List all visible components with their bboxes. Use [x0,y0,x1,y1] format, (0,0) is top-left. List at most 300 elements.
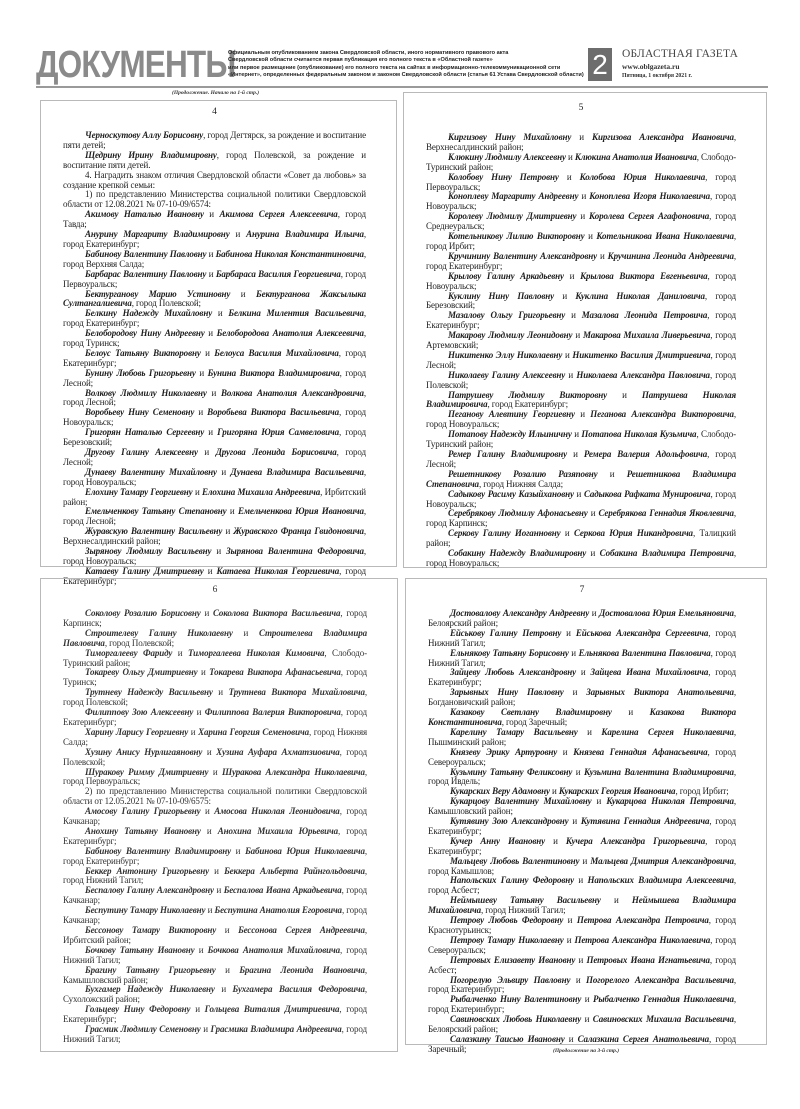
paragraph-text: , город Полевской; [104,637,174,648]
paragraph-text: и [586,548,600,559]
paragraph-text: , город Первоуральск; [426,171,736,192]
recipient-name: Петрову Тамару Николаевну [450,934,564,945]
recipient-name: Достовалова Юрия Емельяновича [599,608,734,618]
paragraph-text: , город Туринск; [63,328,366,349]
paragraph-text: , Верхнесалдинский район; [426,132,736,152]
paragraph-text: и [194,944,208,955]
award-paragraph [428,995,736,1015]
award-paragraph [63,807,367,827]
recipient-name: Коноплева Игоря Николаевича [589,191,711,202]
paragraph-text: , город Верхняя Салда; [63,248,366,269]
recipient-name: Волкову Людмилу Николаевну [85,387,207,398]
paragraph-text: , город Полевской; [63,687,367,708]
recipient-name: Другова Леонида Борисовича [215,447,337,457]
recipient-name: Собакину Надежду Владимировну [448,548,587,559]
award-paragraph [428,916,736,936]
paragraph-text: и [572,330,583,341]
recipient-name: Погорелую Эльвиру Павловну [450,974,571,985]
recipient-name: Пеганова Александра Викторовича [590,409,734,420]
award-paragraph [428,1015,736,1035]
recipient-name: Королева Сергея Агафоновича [589,211,710,222]
award-paragraph [426,529,736,549]
award-paragraph [63,629,367,649]
paragraph-text: и [557,746,574,757]
recipient-name: Мазалова Леонида Петровича [581,310,708,321]
paragraph-text: , город Новоуральск; [426,191,736,212]
paragraph-text: и [565,310,582,321]
recipient-name: Григорян Наталью Сергеевну [85,427,205,438]
award-paragraph [63,507,366,527]
recipient-name: Гольцеву Нину Федоровну [85,1004,191,1015]
paragraph-text: и [200,1024,211,1035]
recipient-name: Бунина Виктора Владимировича [207,367,340,378]
recipient-name: Макарова Михаила Ливерьевича [582,330,711,341]
recipient-name: Амосову Галину Григорьевну [85,806,201,817]
paragraph-text: 1) по представлению Министерства социальной политики Свердловской области от 12.08.2021 № 07-10-09/6574: [63,189,366,210]
recipient-name: Кукарцова Николая Петровича [606,796,734,807]
recipient-name: Анохину Татьяну Ивановну [85,825,201,836]
recipient-name: Рыбалченко Геннадия Николаевича [592,994,734,1005]
paragraph-text: и [230,288,256,299]
paragraph-text: и [193,707,205,718]
recipient-name: Катаеву Галину Дмитриевну [85,565,204,576]
award-paragraph [63,867,367,887]
recipient-name: Кукарцову Валентину Михайловну [450,796,592,807]
paragraph-text: , Ирбитский район; [63,486,367,507]
recipient-name: Елохину Тамару Георгиевну [85,486,193,497]
paragraph-text: , город Лесной; [426,449,736,469]
recipient-name: Неймышева Владимира Михайловича [428,895,736,916]
paragraph-text: , город Екатеринбург; [428,816,736,836]
recipient-name: Токарева Виктора Афанасьевича [209,667,341,678]
recipient-name: Бухгамер Надежду Николаевну [85,984,215,995]
paragraph-text: и [206,268,216,279]
document-page-scan [40,578,398,1052]
recipient-name: Шуракова Александра Николаевича [221,766,365,777]
award-paragraph [63,1025,367,1045]
recipient-name: Решетникову Розалию Разяповну [448,468,598,479]
recipient-name: Савиновских Любовь Николаевну [450,1014,582,1025]
award-paragraph [63,270,366,290]
paragraph-text: , город Нижний Тагил; [63,944,367,965]
award-paragraph [426,212,736,232]
recipient-name: Коноплеву Маргариту Андреевну [448,191,579,202]
paragraph-text: , город Карпинск; [63,608,368,628]
paragraph-text: и [572,766,584,777]
recipient-name: Казакову Светлану Владимировну [450,707,612,718]
award-paragraph [428,936,736,956]
award-paragraph [63,906,367,926]
recipient-name: Брагину Татьяну Григорьевну [85,964,216,975]
paragraph-text: и [581,994,593,1005]
recipient-name: Савиновских Михаила Васильевича [592,1014,734,1025]
recipient-name: Строителева Владимира Павловича [63,627,367,648]
award-paragraph [63,428,366,448]
recipient-name: Куклину Нину Павловну [448,290,555,301]
recipient-name: Бабинову Валентину Владимировну [85,845,231,856]
recipient-name: Садыкову Расиму Казыйхановну [448,488,574,499]
recipient-name: Серебрякову Людмилу Афонасьевну [448,508,588,519]
recipient-name: Крылова Виктора Евгеньевича [580,270,708,281]
award-paragraph [63,547,366,567]
recipient-name: Шуракову Римму Дмитриевну [85,766,209,777]
paragraph-text: и [545,835,566,846]
paragraph-text: , Камышловский район; [428,796,736,817]
paragraph-text: и [172,647,188,658]
award-paragraph [63,649,367,669]
award-paragraph [63,230,366,250]
recipient-name: Кручинина Леонида Андреевича [607,250,734,261]
paragraph-text: , город Екатеринбург; [428,835,736,856]
paragraph-text: , город Екатеринбург; [63,565,366,586]
paragraph-text: и [567,449,584,459]
publication-notice [228,50,588,80]
recipient-name: Николаева Александра Павловича [576,369,710,380]
recipient-name: Мальцева Дмитрия Александровича [590,855,734,866]
award-paragraph [426,391,736,411]
recipient-name: Петрова Александра Николаевича [574,934,711,945]
paragraph-text: , город Лесной; [63,387,366,408]
paragraph-text: и [203,209,220,220]
recipient-name: Хузину Анису Нурлигаяновну [85,746,203,757]
recipient-name: Никитенко Эллу Николаевну [448,349,563,360]
recipient-name: Кузьмину Татьяну Феликсовну [450,766,573,777]
paragraph-text: , город Туринск; [63,667,367,688]
award-paragraph [63,468,366,488]
paragraph-text: , город Первоуральск; [63,766,367,787]
recipient-name: Григоряна Юрия Самвеловича [217,427,340,438]
paragraph-text: , город Североуральск; [428,746,736,767]
paragraph-text: и [574,409,591,420]
award-paragraph [428,976,736,996]
recipient-name: Петрова Александра Петровича [576,915,709,926]
recipient-name: Собакина Владимира Петровича [599,548,734,559]
recipient-name: Николаеву Галину Алексеевну [448,369,566,380]
paragraph-text: и [188,726,199,737]
recipient-name: Воробьева Виктора Васильевича [207,407,340,418]
paragraph-text: и [587,508,599,519]
recipient-name: Напольских Галину Федоровну [450,875,575,886]
award-paragraph [63,131,366,151]
recipient-name: Дунаеву Валентину Михайловну [85,466,217,477]
paragraph-text: , город Артемовский; [426,330,736,351]
recipient-name: Напольских Владимира Алексеевича [587,875,734,886]
award-paragraph [428,629,736,649]
paragraph-text: и [597,250,608,261]
award-paragraph [428,649,736,669]
paragraph-text: , город Новоуральск; [426,548,736,568]
recipient-name: Серкова Юрия Никандровича [573,528,693,539]
newspaper-site-link[interactable]: www.oblgazeta.ru [622,62,680,71]
award-paragraph [426,133,736,153]
award-paragraph [63,527,366,547]
scan-page-number: 4 [212,107,217,117]
recipient-name: Крылову Галину Аркадьевну [448,270,564,281]
award-paragraph [426,311,736,331]
award-paragraph [428,768,736,788]
paragraph-text: , Белоярский район; [428,1014,736,1035]
section-title: ДОКУМЕНТЫ [36,44,236,86]
paragraph-text: и [571,132,593,142]
award-paragraph [63,688,367,708]
recipient-name: Макарову Людмилу Леонидовну [448,330,573,341]
award-paragraph [63,609,367,629]
recipient-name: Журавского Франца Гвидоновича [233,526,364,537]
paragraph-text: , Камышловский район; [63,964,367,985]
paragraph-text: , город Березовский; [426,290,737,311]
paragraph-text: и [232,627,259,638]
award-paragraph [428,708,736,728]
paragraph-text: , город Лесной; [63,506,366,527]
recipient-name: Петровых Ивана Игнатьевича [586,954,710,965]
recipient-name: Пеганову Алевтину Георгиевну [448,409,575,420]
paragraph-text: и [576,211,590,222]
paragraph-text: и [200,825,218,836]
award-paragraph [63,151,366,171]
paragraph-text: и [208,865,225,876]
paragraph-text: , Богдановичский район; [428,687,736,708]
award-paragraph [426,292,736,312]
award-paragraph [63,448,366,468]
recipient-name: Харина Георгия Семеновича [198,726,309,737]
recipient-name: Казакова Виктора Константиновича [428,707,736,727]
recipient-name: Котельникову Лилию Викторовну [448,231,585,242]
award-paragraph [63,748,367,768]
recipient-name: Зайцева Ивана Михайловича [590,667,709,678]
paragraph-text: и [216,925,239,935]
award-paragraph [426,549,736,569]
recipient-name: Кукарских Георгия Ивановича [558,786,676,797]
paragraph-text: , Пышминский район; [428,726,736,747]
paragraph-text: , Ирбитский район; [63,925,367,945]
notice-line: Свердловской области считается первая публикация его полного текста в «Областной газете» [228,57,493,64]
newspaper-name: ОБЛАСТНАЯ ГАЗЕТА [622,48,739,60]
recipient-name: Зарывных Нину Павловну [450,687,564,698]
award-paragraph [426,153,736,173]
paragraph-text: и [562,349,573,360]
recipient-name: Кутявину Зою Александровну [450,816,569,827]
paragraph-text: , город Екатеринбург; [63,347,366,368]
recipient-name: Петрову Любовь Федоровну [450,915,564,926]
award-paragraph [428,797,736,817]
paragraph-text: и [226,506,238,517]
paragraph-text: и [213,885,224,896]
paragraph-text: , Талицкий район; [426,528,736,549]
paragraph-text: , город Новоуральск; [426,488,736,509]
newspaper-info [622,48,772,81]
paragraph-text: , город Дегтярск, за рождение и воспитание пяти детей; [63,130,366,150]
award-paragraph [63,1005,367,1025]
paragraph-text: и [195,367,208,378]
scan-page-number: 7 [579,585,585,595]
award-paragraph [63,886,367,906]
award-paragraph [63,926,367,946]
paragraph-text: и [581,1014,593,1025]
award-paragraph [63,309,366,329]
recipient-name: Бабинова Николая Константиновича [215,248,364,259]
paragraph-text: и [589,608,600,618]
paragraph-text: , город Екатеринбург; [487,399,568,410]
recipient-name: Королеву Людмилу Дмитриевну [448,211,577,222]
award-paragraph [63,171,366,191]
paragraph-text: , город Новоуральск; [426,270,736,291]
recipient-name: Белоус Татьяну Викторовну [85,347,201,358]
paragraph-text: и [192,486,203,497]
paragraph-text: и [574,875,588,886]
paragraph-text: и [611,707,650,718]
paragraph-text: и [564,1033,578,1044]
award-paragraph [63,369,366,389]
award-paragraph [426,470,736,490]
recipient-name: Клюкину Людмилу Алексеевну [448,151,566,162]
recipient-name: Барбарас Валентину Павловну [85,268,207,279]
recipient-name: Барбараса Василия Георгиевича [215,268,341,279]
issue-date: Пятница, 1 октября 2021 г. [622,73,692,79]
paragraph-text: и [554,290,576,301]
paragraph-text: и [197,447,216,457]
recipient-name: Катаева Николая Георгиевича [216,565,340,576]
paragraph-text: и [214,984,233,995]
masthead [36,46,768,84]
paragraph-text: 4. Наградить знаком отличия Свердловской области «Совет да любовь» за создание крепкой семьи: [63,169,366,190]
recipient-name: Карелина Сергея Николаевича [601,726,734,737]
award-paragraph [428,956,736,976]
recipient-name: Строителеву Галину Николаевну [85,627,233,638]
recipient-name: Кутявина Геннадия Андреевича [580,816,710,827]
paragraph-text: , город Новоуральск; [63,466,366,487]
paragraph-text: и [194,407,208,418]
recipient-name: Никитенко Василия Дмитриевича [572,349,711,360]
paragraph-text: , город Ивдель; [428,766,736,787]
paragraph-text: и [549,786,559,797]
recipient-name: Кучер Анну Ивановну [450,835,546,846]
recipient-name: Тиморгалееву Фариду [85,647,173,658]
recipient-name: Белобородову Нину Андреевну [85,328,205,339]
recipient-name: Садыкова Рафката Мунировича [583,488,711,499]
paragraph-text: и [558,171,580,182]
recipient-name: Беспутину Тамару Николаевну [85,905,206,916]
recipient-name: Кручинину Валентину Александровну [448,250,598,261]
recipient-name: Патрушеву Людмилу Викторовну [448,389,608,400]
paragraph-text: , город Нижний Тагил; [428,647,737,668]
recipient-name: Харину Ларису Георгиевну [85,726,189,737]
paragraph-text: и [204,427,218,438]
recipient-name: Потапова Николая Кузьмича [581,429,697,440]
paragraph-text: и [591,796,607,807]
paragraph-text: и [579,855,591,866]
recipient-name: Зырянову Людмилу Васильевну [85,546,212,557]
award-paragraph [63,210,366,230]
recipient-name: Колобову Нину Петровну [448,171,559,182]
recipient-name: Мальцеву Любовь Валентиновну [450,855,580,866]
paragraph-text: и [561,627,576,638]
paragraph-text: и [597,468,627,479]
award-paragraph [428,837,736,857]
paragraph-text: и [200,347,215,358]
recipient-name: Бектурганову Марию Устиновну [85,288,231,299]
paragraph-text: , город Качканар; [63,806,368,827]
recipient-name: Волкова Анатолия Александровича [221,387,364,398]
award-paragraph [63,847,367,867]
paragraph-text: , город Нижний Тагил; [63,865,367,886]
paragraph-text: и [568,816,581,827]
paragraph-text: и [563,687,587,698]
recipient-name: Ремера Валерия Адольфовича [583,449,708,459]
recipient-name: Белкина Милентия Васильевича [228,308,364,319]
award-paragraph [426,450,736,470]
recipient-name: Петровых Елизавету Ивановну [450,954,576,965]
paragraph-text: , Слободо-Туринский район; [426,151,736,172]
award-paragraph [63,190,366,210]
award-paragraph [63,668,367,688]
recipient-name: Тиморгалеева Николая Кимовича [187,647,325,658]
paragraph-text: , город Нижняя Салда; [478,478,563,489]
award-paragraph [428,857,736,877]
recipient-name: Котельникова Ивана Николаевича [596,231,734,242]
recipient-name: Беспалову Галину Александровну [85,885,214,896]
recipient-name: Рыбалченко Нину Валентиновну [450,994,582,1005]
recipient-name: Трутневу Надежду Васильевну [85,687,213,698]
award-paragraph [428,688,736,708]
award-paragraph [63,349,366,369]
recipient-name: Ремер Галину Владимировну [448,449,568,459]
recipient-name: Неймышеву Татьяну Васильевну [450,895,601,906]
award-paragraph [426,351,736,371]
recipient-name: Хузина Ауфара Ахматзиовича [216,746,340,757]
recipient-name: Брагина Леонида Ивановича [239,964,365,975]
paragraph-text: , город Полевской; [426,369,736,390]
paragraph-text: , город Екатеринбург; [428,974,736,995]
award-paragraph [63,768,367,788]
paragraph-text: , город Новоуральск; [63,546,366,566]
recipient-name: Анурину Маргариту Владимировну [85,229,230,240]
recipient-name: Беспутина Анатолия Егоровича [214,905,342,916]
paragraph-text: , Слободо-Туринский район; [426,429,736,450]
recipient-name: Зарывных Виктора Анатольевича [586,687,734,698]
recipient-name: Серкову Галину Иоганновну [448,528,561,539]
award-paragraph [63,827,367,847]
paragraph-text: , город Полевской; [131,298,201,309]
paragraph-text: , город Карпинск; [426,508,736,529]
paragraph-text: , город Нижний Тагил; [480,905,566,916]
paragraph-text: , город Екатеринбург; [426,310,736,331]
paragraph-text: и [216,466,231,477]
paragraph-text: , Верхнесалдинский район; [63,526,366,547]
paragraph-text: и [206,387,221,398]
paragraph-text: и [573,488,584,499]
award-paragraph [426,272,736,292]
recipient-name: Акимова Сергея Алексеевича [219,209,338,220]
paragraph-text: и [211,546,227,557]
recipient-name: Соколову Розалию Борисовну [85,608,201,618]
recipient-name: Белкину Надежду Михайловну [85,308,213,319]
paragraph-text: и [600,895,632,906]
recipient-name: Салазкина Сергея Анатольевича [577,1033,710,1044]
recipient-name: Достовалову Александру Андреевну [450,608,590,618]
paragraph-text: , город Нижний Тагил; [428,627,737,648]
award-paragraph [63,708,367,728]
award-paragraph [428,876,736,896]
award-paragraph [63,728,367,748]
recipient-name: Куклина Николая Даниловича [575,290,705,301]
paragraph-text: и [200,806,215,817]
notice-line: «Интернет», определенных федеральным законом и законом Свердловской области (статья 61 Устава Свердловской области) [228,72,584,79]
paragraph-text: , город Заречный; [501,716,568,727]
paragraph-text: , город Екатеринбург; [63,845,367,866]
paragraph-text: и [568,647,579,658]
paragraph-text: и [208,766,222,777]
continued-to-note: (Продолжение на 3-й стр.) [553,1048,620,1054]
